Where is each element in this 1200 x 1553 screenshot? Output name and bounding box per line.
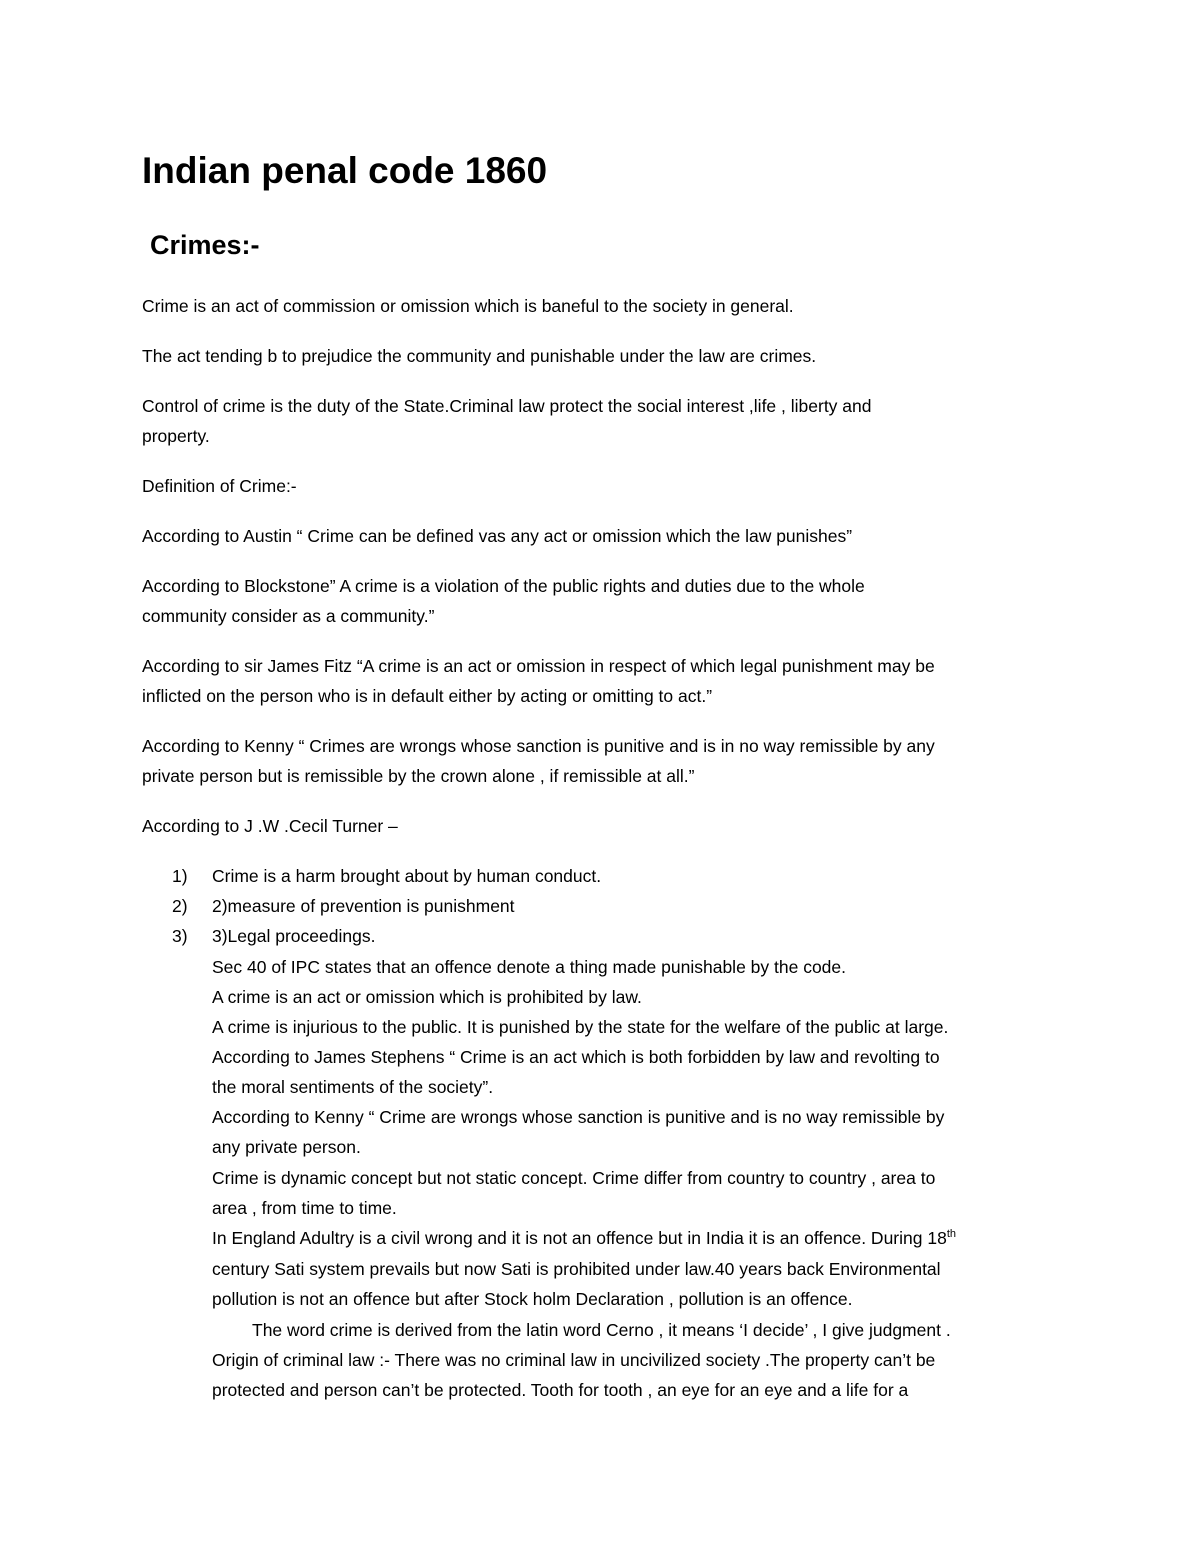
paragraph-crime-definition: Crime is an act of commission or omission which is baneful to the society in general. [142, 296, 794, 316]
text-line: protected and person can’t be protected. Tooth for tooth , an eye for an eye and a life for a [212, 1380, 909, 1400]
text-line-adultry-body: In England Adultry is a civil wrong and it is not an offence but in India it is an offence. During 18 [212, 1228, 947, 1248]
text-line: According to James Stephens “ Crime is an act which is both forbidden by law and revolting to [212, 1047, 940, 1067]
text-line: area , from time to time. [212, 1198, 397, 1218]
list-item-number: 2) [172, 896, 188, 916]
list-item: Crime is a harm brought about by human conduct. [212, 866, 602, 886]
paragraph-blockstone-line-1: According to Blockstone” A crime is a violation of the public rights and duties due to the whole [142, 576, 865, 596]
paragraph-austin: According to Austin “ Crime can be defined vas any act or omission which the law punishes” [142, 526, 853, 546]
list-item: 3)Legal proceedings. [212, 926, 376, 946]
paragraph-control-line-1: Control of crime is the duty of the State.Criminal law protect the social interest ,life , liberty and [142, 396, 872, 416]
paragraph-act-tending: The act tending b to prejudice the community and punishable under the law are crimes. [142, 346, 817, 366]
paragraph-kenny-line-1: According to Kenny “ Crimes are wrongs whose sanction is punitive and is in no way remissible by any [142, 736, 935, 756]
text-line: According to Kenny “ Crime are wrongs whose sanction is punitive and is no way remissible by [212, 1107, 945, 1127]
text-line: Sec 40 of IPC states that an offence denote a thing made punishable by the code. [212, 957, 847, 977]
text-line: A crime is injurious to the public. It is punished by the state for the welfare of the public at large. [212, 1017, 949, 1037]
text-line: Crime is dynamic concept but not static concept. Crime differ from country to country , area to [212, 1168, 936, 1188]
paragraph-turner: According to J .W .Cecil Turner – [142, 816, 398, 836]
list-item: 2)measure of prevention is punishment [212, 896, 515, 916]
paragraph-control-line-2: property. [142, 426, 210, 446]
text-line-adultry [212, 1227, 956, 1249]
section-heading-crimes: Crimes:- [150, 230, 260, 260]
list-item-number: 1) [172, 866, 188, 886]
paragraph-kenny-line-2: private person but is remissible by the crown alone , if remissible at all.” [142, 766, 695, 786]
text-line: century Sati system prevails but now Sati is prohibited under law.40 years back Environmental [212, 1259, 941, 1279]
paragraph-fitz-line-2: inflicted on the person who is in default either by acting or omitting to act.” [142, 686, 713, 706]
text-line: any private person. [212, 1137, 361, 1157]
superscript-th: th [946, 1228, 956, 1241]
heading-definition-of-crime: Definition of Crime:- [142, 476, 297, 496]
paragraph-fitz-line-1: According to sir James Fitz “A crime is an act or omission in respect of which legal punishment may be [142, 656, 935, 676]
text-line: A crime is an act or omission which is prohibited by law. [212, 987, 642, 1007]
text-line: pollution is not an offence but after Stock holm Declaration , pollution is an offence. [212, 1289, 853, 1309]
paragraph-blockstone-line-2: community consider as a community.” [142, 606, 435, 626]
list-item-number: 3) [172, 926, 188, 946]
document-title: Indian penal code 1860 [142, 150, 548, 191]
text-line: the moral sentiments of the society”. [212, 1077, 494, 1097]
text-line: Origin of criminal law :- There was no criminal law in uncivilized society .The property can’t be [212, 1350, 936, 1370]
text-line-cerno: The word crime is derived from the latin word Cerno , it means ‘I decide’ , I give judgment . [252, 1320, 951, 1340]
